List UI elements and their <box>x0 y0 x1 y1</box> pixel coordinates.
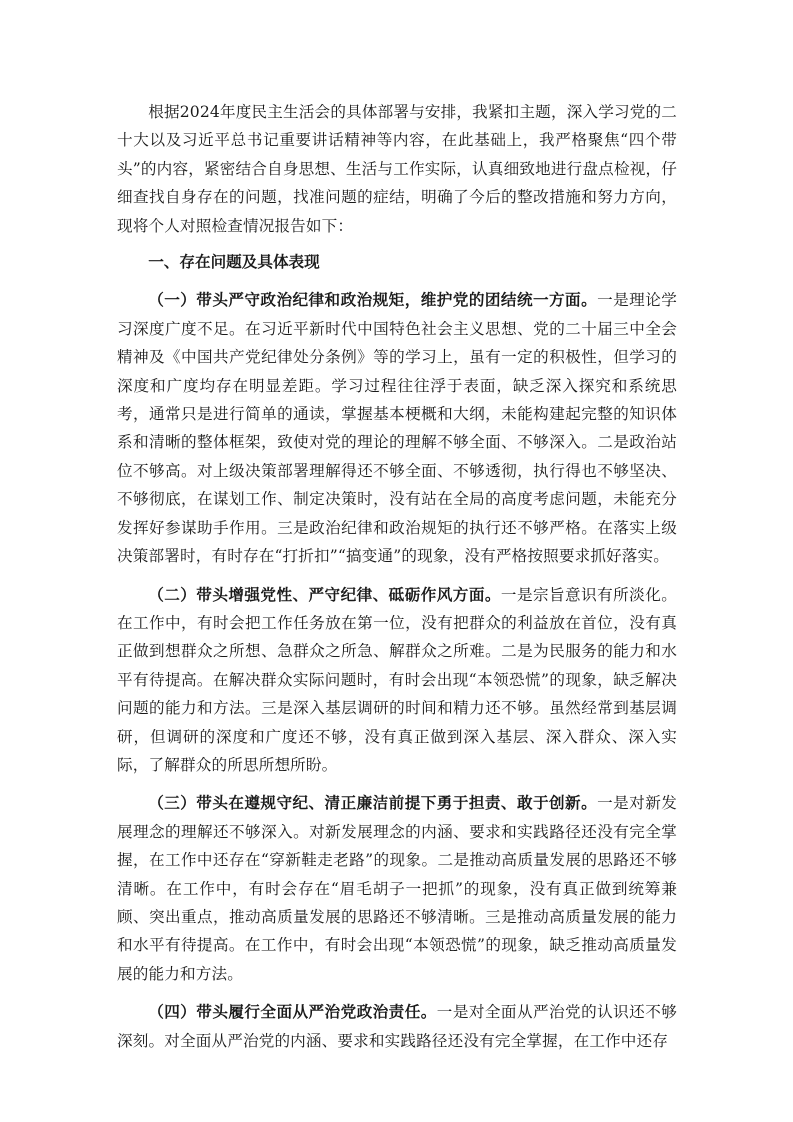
item-lead-2: （二）带头增强党性、严守纪律、砥砺作风方面。 <box>148 585 501 604</box>
item-lead-4: （四）带头履行全面从严治党政治责任。 <box>148 1003 437 1022</box>
item-lead-1: （一）带头严守政治纪律和政治规矩，维护党的团结统一方面。 <box>148 291 598 310</box>
item-body-3: 一是对新发展理念的理解还不够深入。对新发展理念的内涵、要求和实践路径还没有完全掌握，在工作中还存在“穿新鞋走老路”的现象。二是推动高质量发展的思路还不够清晰。在工作中，有时会存在“眉毛胡子一把抓”的现象，没有真正做到统筹兼顾、突出重点，推动高质量发展的思路还不够清晰。三是推动高质量发展的能力和水平有待提高。在工作中，有时会出现“本领恐慌”的现象，缺乏推动高质量发展的能力和方法。 <box>117 794 677 983</box>
section-title: 一、存在问题及具体表现 <box>148 253 320 272</box>
item-body-2: 一是宗旨意识有所淡化。在工作中，有时会把工作任务放在第一位，没有把群众的利益放在首位，没有真正做到想群众之所想、急群众之所急、解群众之所难。二是为民服务的能力和水平有待提高。在解决群众实际问题时，有时会出现“本领恐慌”的现象，缺乏解决问题的能力和方法。三是深入基层调研的时间和精力还不够。虽然经常到基层调研，但调研的深度和广度还不够，没有真正做到深入基层、深入群众、深入实际，了解群众的所思所想所盼。 <box>117 585 677 774</box>
intro-paragraph: 根据2024年度民主生活会的具体部署与安排，我紧扣主题，深入学习党的二十大以及习近平总书记重要讲话精神等内容，在此基础上，我严格聚焦“四个带头”的内容，紧密结合自身思想、生活与工作实际，认真细致地进行盘点检视，仔细查找自身存在的问题，找准问题的症结，明确了今后的整改措施和努力方向，现将个人对照检查情况报告如下： <box>117 103 677 235</box>
item-lead-3: （三）带头在遵规守纪、清正廉洁前提下勇于担责、敢于创新。 <box>148 794 598 813</box>
item-paragraph-3 <box>117 789 677 988</box>
item-body-4: 一是对全面从严治党的认识还不够深刻。对全面从严治党的内涵、要求和实践路径还没有完全掌握，在工作中还存 <box>117 1003 677 1050</box>
document-body <box>117 98 677 1055</box>
item-paragraph-4 <box>117 998 677 1055</box>
item-paragraph-2 <box>117 581 677 780</box>
item-paragraph-1 <box>117 286 677 570</box>
item-body-1: 一是理论学习深度广度不足。在习近平新时代中国特色社会主义思想、党的二十届三中全会精神及《中国共产党纪律处分条例》等的学习上，虽有一定的积极性，但学习的深度和广度均存在明显差距。学习过程往往浮于表面，缺乏深入探究和系统思考，通常只是进行简单的通读，掌握基本梗概和大纲，未能构建起完整的知识体系和清晰的整体框架，致使对党的理论的理解不够全面、不够深入。二是政治站位不够高。对上级决策部署理解得还不够全面、不够透彻，执行得也不够坚决、不够彻底，在谋划工作、制定决策时，没有站在全局的高度考虑问题，未能充分发挥好参谋助手作用。三是政治纪律和政治规矩的执行还不够严格。在落实上级决策部署时，有时存在“打折扣”“搞变通”的现象，没有严格按照要求抓好落实。 <box>117 291 677 566</box>
